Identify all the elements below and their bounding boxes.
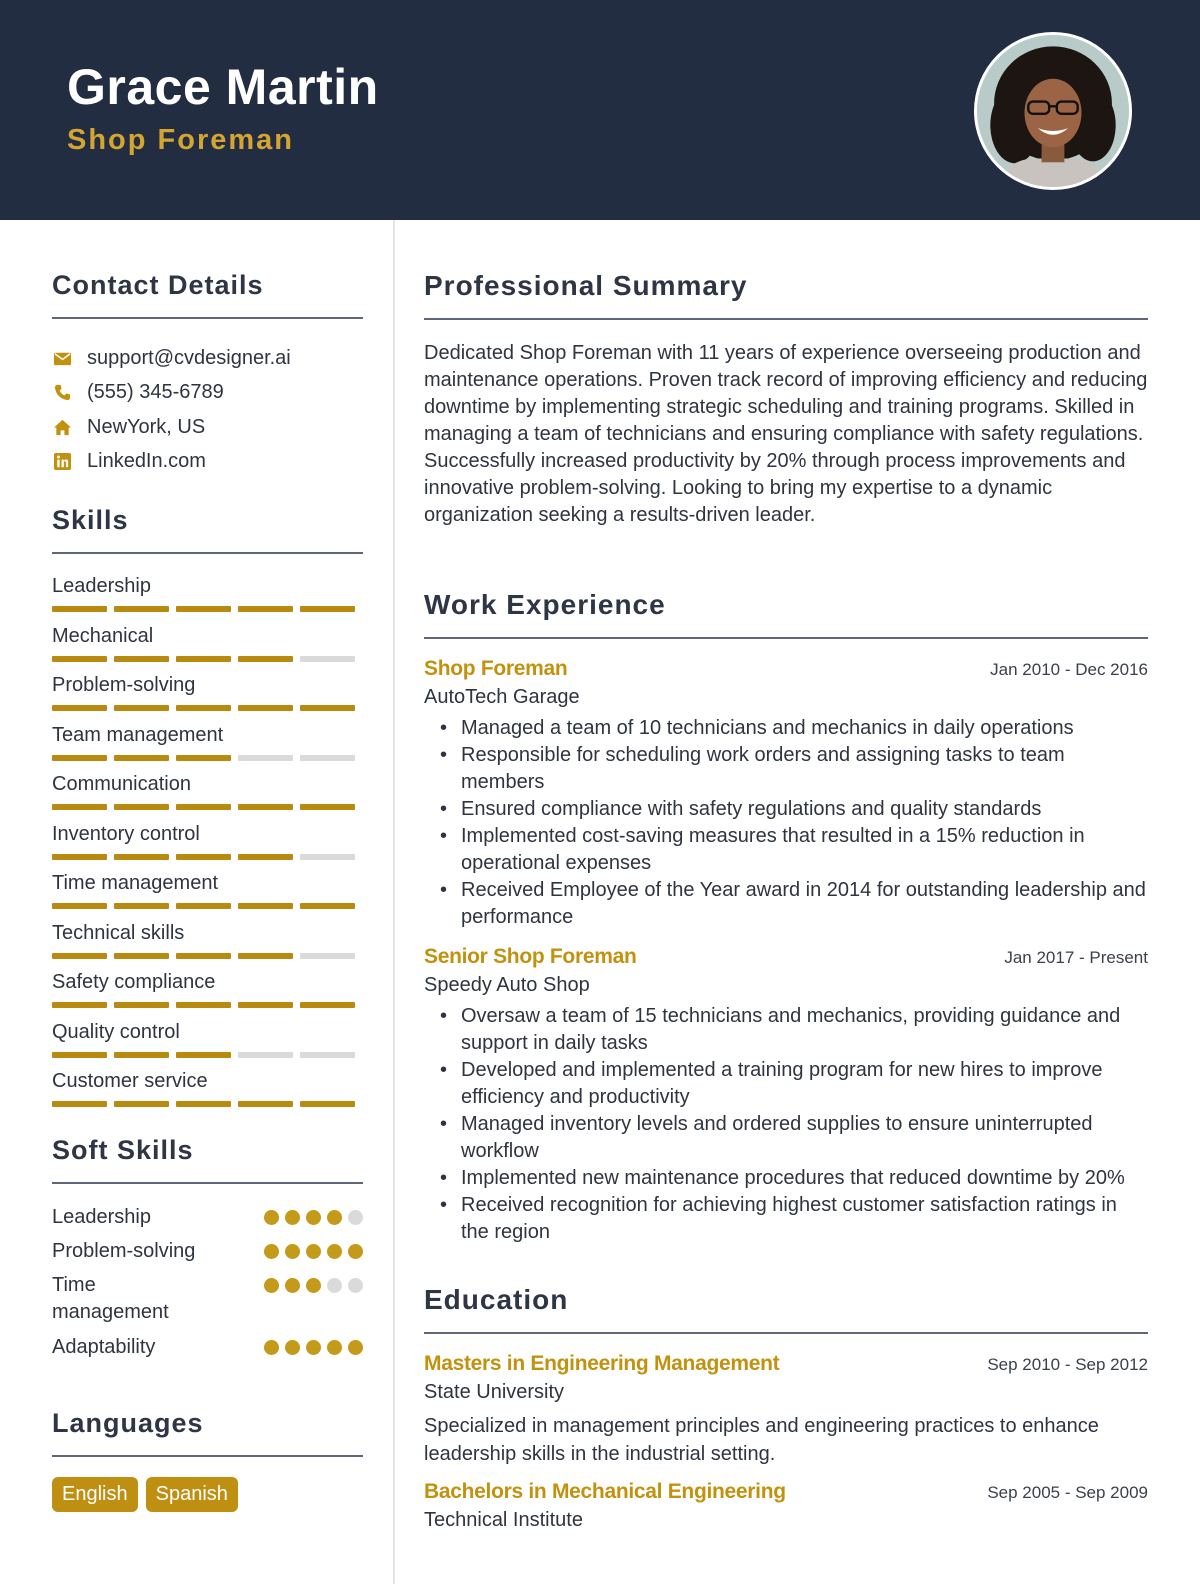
skill-level-segment	[176, 1101, 231, 1107]
home-icon	[52, 417, 73, 438]
skill-item	[52, 919, 363, 969]
rating-dot	[348, 1244, 363, 1259]
languages-section	[52, 1408, 363, 1512]
skill-level-segment	[238, 804, 293, 810]
skill-level-bar	[52, 1052, 363, 1058]
skill-level-segment	[176, 804, 231, 810]
contact-section	[52, 270, 363, 479]
skill-level-segment	[114, 1052, 169, 1058]
contact-heading: Contact Details	[52, 270, 363, 319]
skills-section	[52, 505, 363, 1117]
skill-level-segment	[300, 755, 355, 761]
skill-item	[52, 1018, 363, 1068]
soft-skills-section	[52, 1135, 363, 1368]
skill-item	[52, 1067, 363, 1117]
rating-dot	[264, 1278, 279, 1293]
skill-label: Team management	[52, 723, 224, 746]
contact-location	[52, 410, 363, 445]
skill-level-bar	[52, 804, 363, 810]
skill-level-segment	[176, 606, 231, 612]
skill-level-segment	[114, 606, 169, 612]
skill-level-segment	[238, 1052, 293, 1058]
skill-level-segment	[300, 854, 355, 860]
skill-level-segment	[300, 903, 355, 909]
rating-dot	[285, 1244, 300, 1259]
skill-level-segment	[176, 854, 231, 860]
education-section	[424, 1284, 1148, 1532]
job-title: Senior Shop Foreman	[424, 945, 637, 968]
job-bullet: • Received Employee of the Year award in 2014 for outstanding leadership and performance	[424, 877, 1148, 931]
skill-level-segment	[238, 953, 293, 959]
contact-location-text: NewYork, US	[87, 415, 206, 438]
job-bullet: • Managed a team of 10 technicians and mechanics in daily operations	[424, 715, 1148, 742]
skill-level-bar	[52, 903, 363, 909]
soft-skill-label: Time management	[52, 1273, 169, 1323]
skill-label: Customer service	[52, 1070, 208, 1092]
skill-level-segment	[238, 1101, 293, 1107]
skill-level-segment	[238, 903, 293, 909]
skill-level-segment	[114, 705, 169, 711]
skill-level-segment	[114, 1101, 169, 1107]
skill-level-segment	[176, 1002, 231, 1008]
rating-dot	[306, 1278, 321, 1293]
rating-dot	[285, 1210, 300, 1225]
skill-level-segment	[52, 1052, 107, 1058]
skill-item	[52, 968, 363, 1018]
candidate-name: Grace Martin	[67, 59, 379, 115]
experience-heading: Work Experience	[424, 589, 1148, 639]
skill-level-bar	[52, 705, 363, 711]
skill-label: Inventory control	[52, 822, 200, 845]
education-heading: Education	[424, 1284, 1148, 1334]
linkedin-icon	[52, 451, 73, 472]
skill-label: Mechanical	[52, 624, 154, 647]
rating-dot	[264, 1244, 279, 1259]
rating-dot	[327, 1340, 342, 1355]
skill-level-segment	[114, 953, 169, 959]
soft-skills-list	[52, 1204, 363, 1368]
summary-heading: Professional Summary	[424, 270, 1148, 320]
skill-level-segment	[114, 804, 169, 810]
skill-level-segment	[52, 854, 107, 860]
skill-level-segment	[52, 1101, 107, 1107]
language-tag: Spanish	[146, 1477, 238, 1512]
education-entry	[424, 1352, 1148, 1468]
skill-level-segment	[176, 903, 231, 909]
rating-dot	[306, 1210, 321, 1225]
degree-title: Bachelors in Mechanical Engineering	[424, 1480, 786, 1503]
skill-label: Communication	[52, 773, 191, 795]
job-dates: Jan 2010 - Dec 2016	[990, 660, 1148, 679]
skill-level-segment	[238, 606, 293, 612]
skill-level-segment	[114, 854, 169, 860]
skill-level-segment	[176, 1052, 231, 1058]
job-bullets	[424, 715, 1148, 931]
languages-heading: Languages	[52, 1408, 363, 1457]
skill-level-segment	[300, 656, 355, 662]
job-bullet: • Developed and implemented a training program for new hires to improve efficiency and productivity	[424, 1057, 1148, 1111]
job-bullet: • Managed inventory levels and ordered supplies to ensure uninterrupted workflow	[424, 1111, 1148, 1165]
skill-label: Time management	[52, 872, 218, 894]
skill-item	[52, 820, 363, 870]
skill-level-segment	[300, 804, 355, 810]
skill-level-segment	[52, 606, 107, 612]
skill-level-bar	[52, 1002, 363, 1008]
resume-header	[0, 0, 1200, 220]
job-bullet: • Oversaw a team of 15 technicians and mechanics, providing guidance and support in daily tasks	[424, 1003, 1148, 1057]
skill-level-bar	[52, 854, 363, 860]
soft-skill-item	[52, 1334, 363, 1368]
skill-level-segment	[114, 656, 169, 662]
skill-label: Technical skills	[52, 921, 185, 944]
skill-level-segment	[176, 656, 231, 662]
skill-level-segment	[238, 854, 293, 860]
job-bullet: • Responsible for scheduling work orders and assigning tasks to team members	[424, 742, 1148, 796]
skill-level-segment	[114, 903, 169, 909]
skills-heading: Skills	[52, 505, 363, 554]
education-dates: Sep 2010 - Sep 2012	[987, 1355, 1148, 1374]
skill-item	[52, 770, 363, 820]
skill-level-segment	[176, 755, 231, 761]
rating-dot	[327, 1278, 342, 1293]
skill-level-bar	[52, 606, 363, 612]
profile-photo-image	[977, 35, 1129, 187]
skill-label: Safety compliance	[52, 971, 216, 993]
contact-email-text: support@cvdesigner.ai	[87, 346, 291, 369]
phone-icon	[52, 382, 73, 403]
job-title: Shop Foreman	[424, 657, 568, 680]
summary-section	[424, 270, 1148, 529]
skill-level-segment	[52, 804, 107, 810]
rating-dot	[327, 1244, 342, 1259]
right-column	[424, 270, 1148, 1532]
skill-level-bar	[52, 755, 363, 761]
soft-skills-heading: Soft Skills	[52, 1135, 363, 1184]
rating-dot	[327, 1210, 342, 1225]
soft-skill-item	[52, 1272, 363, 1334]
skill-level-segment	[300, 1101, 355, 1107]
skill-item	[52, 572, 363, 622]
profile-photo	[974, 32, 1132, 190]
job-bullets	[424, 1003, 1148, 1246]
job-entry	[424, 657, 1148, 931]
school-name: State University	[424, 1381, 565, 1403]
soft-skill-rating	[264, 1340, 363, 1355]
rating-dot	[348, 1340, 363, 1355]
experience-section	[424, 589, 1148, 1246]
skill-level-segment	[52, 903, 107, 909]
skill-level-segment	[300, 1002, 355, 1008]
soft-skill-item	[52, 1238, 363, 1272]
education-entry	[424, 1480, 1148, 1532]
skill-level-segment	[176, 953, 231, 959]
skill-level-segment	[114, 755, 169, 761]
rating-dot	[348, 1278, 363, 1293]
contact-linkedin[interactable]	[52, 445, 363, 480]
skill-item	[52, 622, 363, 672]
skill-level-segment	[52, 755, 107, 761]
skill-label: Problem-solving	[52, 674, 196, 696]
skill-level-segment	[238, 755, 293, 761]
skill-label: Quality control	[52, 1020, 180, 1043]
soft-skill-label: Adaptability	[52, 1335, 156, 1358]
rating-dot	[264, 1210, 279, 1225]
soft-skill-item	[52, 1204, 363, 1238]
job-company: AutoTech Garage	[424, 686, 580, 708]
job-dates: Jan 2017 - Present	[1004, 948, 1148, 967]
contact-phone-text: (555) 345-6789	[87, 381, 224, 404]
rating-dot	[348, 1210, 363, 1225]
skill-level-segment	[300, 705, 355, 711]
skill-level-segment	[52, 1002, 107, 1008]
skill-level-segment	[300, 606, 355, 612]
skill-level-segment	[238, 656, 293, 662]
contact-email[interactable]	[52, 341, 363, 376]
job-company: Speedy Auto Shop	[424, 974, 590, 996]
soft-skill-rating	[264, 1278, 363, 1293]
skill-level-segment	[52, 656, 107, 662]
skill-level-segment	[238, 1002, 293, 1008]
language-tag: English	[52, 1477, 138, 1512]
rating-dot	[306, 1340, 321, 1355]
soft-skill-label: Problem-solving	[52, 1239, 196, 1262]
rating-dot	[306, 1244, 321, 1259]
skill-level-bar	[52, 656, 363, 662]
contact-list	[52, 341, 363, 479]
job-bullet: • Ensured compliance with safety regulations and quality standards	[424, 796, 1148, 823]
soft-skill-rating	[264, 1210, 363, 1225]
skill-item	[52, 869, 363, 919]
left-column	[52, 270, 363, 1512]
skill-level-bar	[52, 953, 363, 959]
education-dates: Sep 2005 - Sep 2009	[987, 1483, 1148, 1502]
job-bullet: • Received recognition for achieving highest customer satisfaction ratings in the region	[424, 1192, 1148, 1246]
skill-level-bar	[52, 1101, 363, 1107]
soft-skill-label: Leadership	[52, 1205, 151, 1228]
degree-title: Masters in Engineering Management	[424, 1352, 780, 1375]
skill-level-segment	[300, 1052, 355, 1058]
education-description: Specialized in management principles and engineering practices to enhance leadership skills in the industrial setting.	[424, 1415, 1099, 1465]
soft-skill-rating	[264, 1244, 363, 1259]
school-name: Technical Institute	[424, 1509, 583, 1531]
job-entry	[424, 945, 1148, 1246]
job-bullet: • Implemented new maintenance procedures that reduced downtime by 20%	[424, 1165, 1148, 1192]
skill-label: Leadership	[52, 575, 151, 597]
skills-list	[52, 572, 363, 1117]
skill-level-segment	[114, 1002, 169, 1008]
contact-linkedin-text: LinkedIn.com	[87, 450, 206, 473]
skill-level-segment	[52, 705, 107, 711]
column-divider	[393, 220, 395, 1584]
rating-dot	[264, 1340, 279, 1355]
skill-level-segment	[238, 705, 293, 711]
rating-dot	[285, 1340, 300, 1355]
skill-item	[52, 671, 363, 721]
rating-dot	[285, 1278, 300, 1293]
languages-list	[52, 1477, 363, 1512]
skill-level-segment	[176, 705, 231, 711]
summary-text: Dedicated Shop Foreman with 11 years of experience overseeing production and maintenance operations. Proven track record of improving efficiency and reducing downtime by implementing strategic scheduling and training programs. Skilled in managing a team of technicians and ensuring compliance with safety regulations. Successfully increased productivity by 20% through process improvements and innovative problem-solving. Looking to bring my expertise to a dynamic organization seeking a results-driven leader.	[424, 342, 1148, 526]
job-bullet: • Implemented cost-saving measures that resulted in a 15% reduction in operational expenses	[424, 823, 1148, 877]
envelope-icon	[52, 348, 73, 369]
contact-phone[interactable]	[52, 376, 363, 411]
candidate-title: Shop Foreman	[67, 124, 295, 156]
skill-item	[52, 721, 363, 771]
skill-level-segment	[52, 953, 107, 959]
skill-level-segment	[300, 953, 355, 959]
